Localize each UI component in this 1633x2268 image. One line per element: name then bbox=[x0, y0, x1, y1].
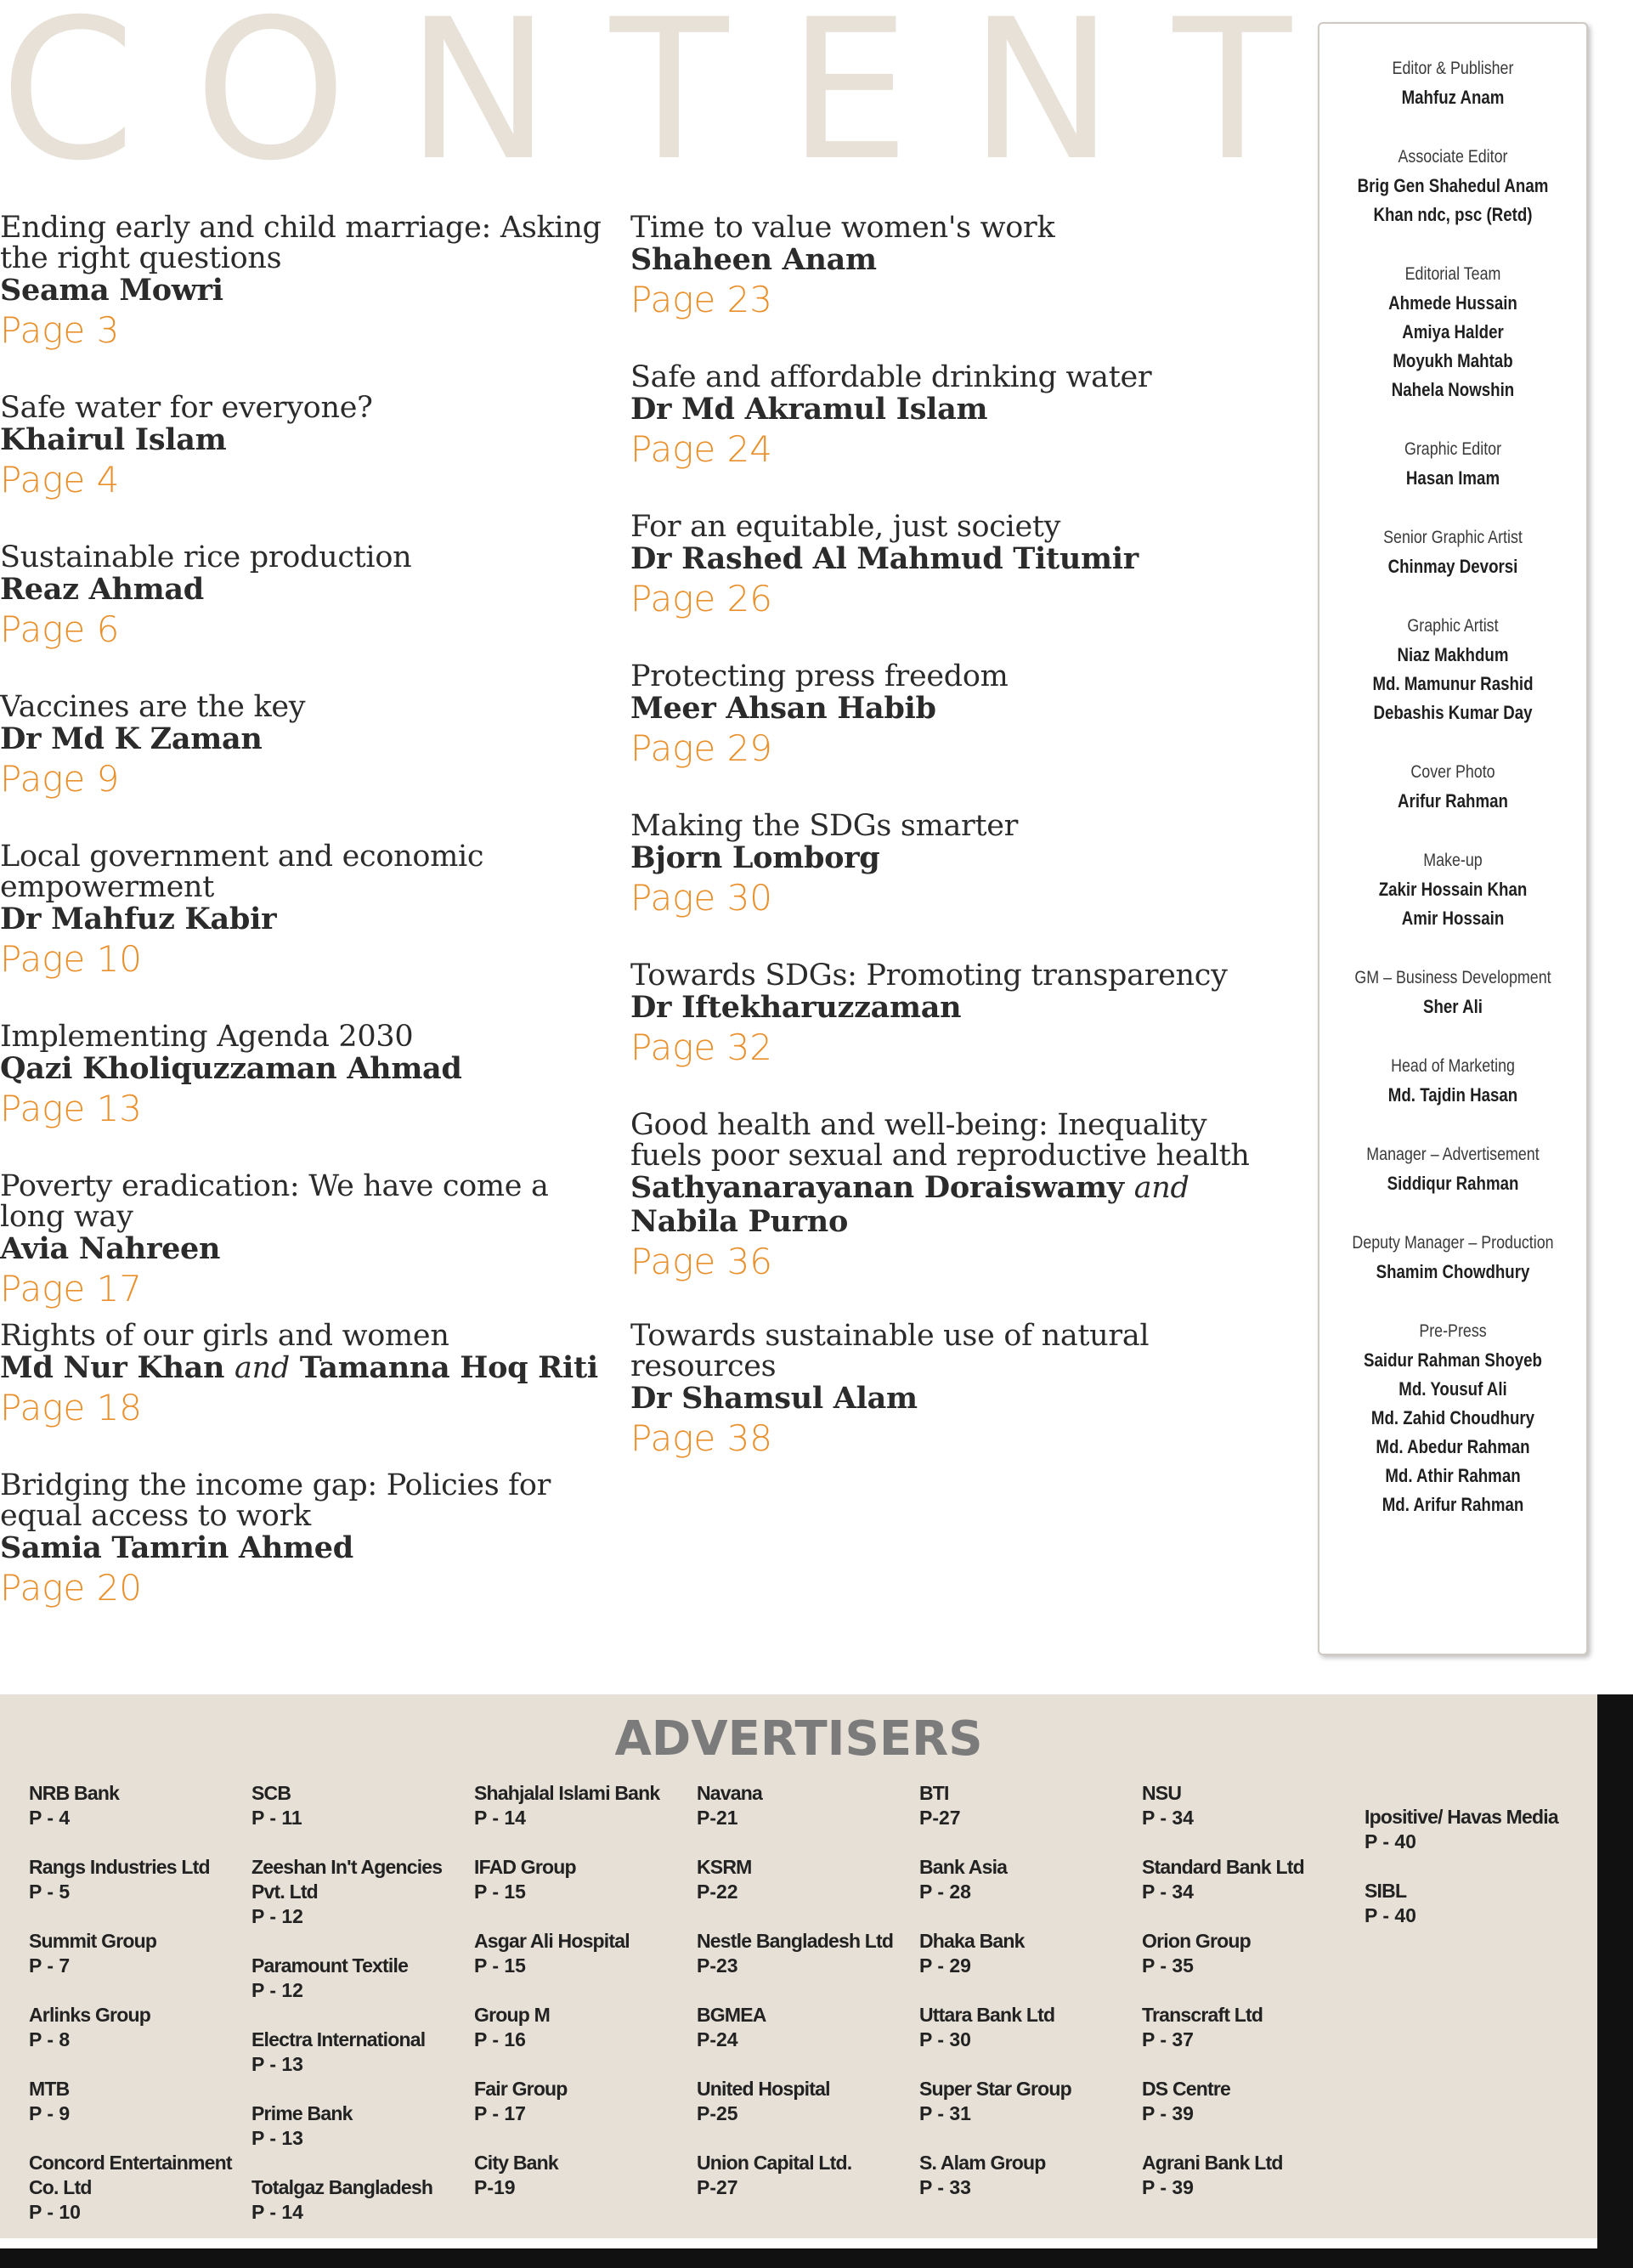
advertiser-name: Asgar Ali Hospital bbox=[474, 1930, 630, 1952]
advertiser-entry[interactable] bbox=[474, 2151, 697, 2200]
masthead-group bbox=[1319, 1317, 1586, 1519]
entry-title: Poverty eradication: We have come a long way bbox=[0, 1169, 549, 1234]
masthead-role: Graphic Editor bbox=[1404, 439, 1502, 459]
title-letter: T bbox=[610, 0, 729, 203]
advertisers-panel bbox=[0, 1694, 1597, 2238]
title-letter: C bbox=[0, 0, 136, 203]
advertiser-page: P - 14 bbox=[474, 1807, 526, 1829]
advertiser-name: KSRM bbox=[697, 1856, 752, 1878]
masthead-name: Chinmay Devorsi bbox=[1387, 556, 1518, 577]
advertiser-entry[interactable] bbox=[29, 2003, 251, 2052]
advertiser-name: Electra International bbox=[251, 2028, 426, 2050]
advertiser-name: Super Star Group bbox=[919, 2078, 1071, 2100]
entry-page-link[interactable]: Page 10 bbox=[0, 938, 143, 980]
masthead-name: Md. Tajdin Hasan bbox=[1387, 1084, 1518, 1106]
masthead-name: Ahmede Hussain bbox=[1388, 292, 1517, 314]
advertiser-entry[interactable] bbox=[251, 2101, 474, 2151]
advertisers-column bbox=[919, 1781, 1142, 2225]
entry-page-link[interactable]: Page 23 bbox=[630, 279, 773, 320]
contents-column-left bbox=[0, 212, 620, 1650]
masthead-name: Saidur Rahman Shoyeb bbox=[1364, 1349, 1542, 1371]
masthead-role: Manager – Advertisement bbox=[1366, 1145, 1540, 1164]
advertiser-name: Navana bbox=[697, 1782, 763, 1804]
masthead-name: Siddiqur Rahman bbox=[1387, 1173, 1519, 1194]
advertiser-name: NRB Bank bbox=[29, 1782, 120, 1804]
contents-entry[interactable] bbox=[0, 841, 620, 1021]
entry-author: Dr Rashed Al Mahmud Titumir bbox=[630, 541, 1139, 576]
advertiser-entry[interactable] bbox=[474, 2003, 697, 2052]
advertiser-name: MTB bbox=[29, 2078, 70, 2100]
advertiser-page: P-22 bbox=[697, 1881, 738, 1903]
advertiser-entry[interactable] bbox=[1142, 2077, 1365, 2126]
entry-author-conjunction: and bbox=[234, 1351, 290, 1385]
advertiser-page: P - 39 bbox=[1142, 2176, 1194, 2198]
advertiser-entry[interactable] bbox=[697, 2003, 919, 2052]
advertiser-entry[interactable] bbox=[919, 1781, 1142, 1830]
entry-title: Making the SDGs smarter bbox=[630, 809, 1019, 843]
entry-page-link[interactable]: Page 18 bbox=[0, 1387, 143, 1428]
advertiser-entry[interactable] bbox=[919, 2003, 1142, 2052]
entry-page-link[interactable]: Page 26 bbox=[630, 578, 773, 619]
advertiser-page: P - 11 bbox=[251, 1807, 302, 1829]
advertiser-name: IFAD Group bbox=[474, 1856, 576, 1878]
entry-author: Khairul Islam bbox=[0, 422, 227, 457]
advertiser-name: SCB bbox=[251, 1782, 291, 1804]
advertiser-page: P - 4 bbox=[29, 1807, 71, 1829]
masthead-role: Associate Editor bbox=[1398, 147, 1508, 167]
entry-page-link[interactable]: Page 17 bbox=[0, 1268, 143, 1309]
advertiser-entry[interactable] bbox=[474, 1781, 697, 1830]
entry-author: Avia Nahreen bbox=[0, 1231, 221, 1266]
advertiser-page: P - 15 bbox=[474, 1881, 526, 1903]
advertiser-page: P - 40 bbox=[1365, 1904, 1416, 1926]
advertiser-entry[interactable] bbox=[697, 1929, 919, 1978]
advertiser-entry[interactable] bbox=[919, 1855, 1142, 1904]
title-letter: O bbox=[194, 0, 348, 203]
advertiser-name: Concord Entertainment Co. Ltd bbox=[29, 2152, 232, 2198]
advertisers-column bbox=[1142, 1781, 1365, 2225]
advertiser-entry[interactable] bbox=[474, 1855, 697, 1904]
advertiser-entry[interactable] bbox=[29, 2077, 251, 2126]
entry-author-second: Nabila Purno bbox=[630, 1204, 848, 1239]
advertiser-name: Fair Group bbox=[474, 2078, 568, 2100]
contents-heading bbox=[0, 0, 1291, 203]
advertiser-page: P-27 bbox=[697, 2176, 738, 2198]
advertiser-page: P - 15 bbox=[474, 1954, 526, 1977]
entry-author-second: Tamanna Hoq Riti bbox=[299, 1350, 598, 1385]
contents-entry[interactable] bbox=[630, 661, 1276, 811]
advertiser-name: Shahjalal Islami Bank bbox=[474, 1782, 660, 1804]
contents-entry[interactable] bbox=[630, 512, 1276, 661]
advertiser-entry[interactable] bbox=[1142, 1781, 1365, 1830]
masthead-name: Debashis Kumar Day bbox=[1373, 702, 1533, 723]
masthead-name: Arifur Rahman bbox=[1398, 790, 1508, 812]
masthead-group bbox=[1319, 1229, 1586, 1287]
entry-title: Sustainable rice production bbox=[0, 540, 412, 574]
contents-entry[interactable] bbox=[630, 362, 1276, 512]
entry-author: Samia Tamrin Ahmed bbox=[0, 1530, 353, 1565]
entry-author: Dr Mahfuz Kabir bbox=[0, 902, 277, 936]
advertiser-page: P - 13 bbox=[251, 2127, 303, 2149]
masthead-group bbox=[1319, 523, 1586, 581]
advertiser-page: P - 9 bbox=[29, 2102, 71, 2124]
advertiser-name: Group M bbox=[474, 2004, 550, 2026]
entry-author-first: Sathyanarayanan Doraiswamy bbox=[630, 1170, 1124, 1205]
entry-author-conjunction: and bbox=[1133, 1171, 1189, 1205]
entry-title: Ending early and child marriage: Asking the right questions bbox=[0, 211, 602, 275]
advertiser-entry[interactable] bbox=[1142, 2003, 1365, 2052]
masthead-name: Hasan Imam bbox=[1405, 467, 1500, 489]
entry-page-link[interactable]: Page 4 bbox=[0, 459, 120, 501]
advertiser-page: P - 30 bbox=[919, 2028, 971, 2050]
masthead-role: Editorial Team bbox=[1404, 264, 1501, 284]
advertiser-name: SIBL bbox=[1365, 1880, 1407, 1902]
title-letter: T bbox=[1172, 0, 1291, 203]
entry-page-link[interactable]: Page 13 bbox=[0, 1088, 143, 1129]
entry-title: Safe water for everyone? bbox=[0, 391, 373, 425]
masthead-name: Md. Arifur Rahman bbox=[1382, 1494, 1524, 1515]
masthead-group bbox=[1319, 612, 1586, 727]
entry-author-first: Md Nur Khan bbox=[0, 1350, 225, 1385]
entry-page-link[interactable]: Page 30 bbox=[630, 877, 773, 919]
contents-entry[interactable] bbox=[0, 1470, 620, 1650]
advertiser-page: P - 12 bbox=[251, 1979, 303, 2001]
advertisers-column bbox=[29, 1781, 251, 2249]
contents-entry[interactable] bbox=[0, 1321, 620, 1470]
masthead-name: Md. Zahid Choudhury bbox=[1370, 1407, 1535, 1428]
masthead-name: Md. Yousuf Ali bbox=[1399, 1378, 1507, 1400]
advertiser-page: P - 13 bbox=[251, 2053, 303, 2075]
advertiser-name: DS Centre bbox=[1142, 2078, 1230, 2100]
entry-author: Seama Mowri bbox=[0, 273, 223, 308]
masthead-name: Zakir Hossain Khan bbox=[1378, 879, 1528, 900]
title-letter: N bbox=[969, 0, 1115, 203]
entry-author: Reaz Ahmad bbox=[0, 572, 204, 607]
advertiser-name: Nestle Bangladesh Ltd bbox=[697, 1930, 894, 1952]
advertiser-page: P - 17 bbox=[474, 2102, 526, 2124]
masthead-group bbox=[1319, 846, 1586, 933]
advertiser-page: P - 29 bbox=[919, 1954, 971, 1977]
advertiser-page: P - 34 bbox=[1142, 1881, 1194, 1903]
entry-author: Qazi Kholiquzzaman Ahmad bbox=[0, 1051, 462, 1086]
masthead-name: Moyukh Mahtab bbox=[1393, 350, 1513, 371]
masthead-name: Md. Athir Rahman bbox=[1385, 1465, 1521, 1486]
masthead-name: Niaz Makhdum bbox=[1397, 644, 1509, 665]
advertiser-entry[interactable] bbox=[919, 1929, 1142, 1978]
masthead-name: Mahfuz Anam bbox=[1401, 87, 1505, 108]
advertiser-page: P - 12 bbox=[251, 1905, 303, 1927]
advertiser-entry[interactable] bbox=[697, 1855, 919, 1904]
masthead-group bbox=[1319, 54, 1586, 112]
entry-author: Bjorn Lomborg bbox=[630, 840, 880, 875]
contents-entry[interactable] bbox=[0, 542, 620, 692]
advertiser-entry[interactable] bbox=[697, 1781, 919, 1830]
entry-page-link[interactable]: Page 20 bbox=[0, 1567, 143, 1609]
masthead-name: Md. Abedur Rahman bbox=[1376, 1436, 1530, 1457]
masthead-group bbox=[1319, 964, 1586, 1021]
advertiser-page: P - 28 bbox=[919, 1881, 971, 1903]
advertiser-name: Totalgaz Bangladesh bbox=[251, 2176, 433, 2198]
advertiser-name: Agrani Bank Ltd bbox=[1142, 2152, 1283, 2174]
advertiser-entry[interactable] bbox=[919, 2077, 1142, 2126]
advertiser-page: P-25 bbox=[697, 2102, 738, 2124]
advertiser-entry[interactable] bbox=[29, 1855, 251, 1904]
advertiser-name: Summit Group bbox=[29, 1930, 157, 1952]
contents-entry[interactable] bbox=[0, 212, 620, 393]
entry-author: Shaheen Anam bbox=[630, 242, 877, 277]
advertiser-name: Zeeshan In't Agencies Pvt. Ltd bbox=[251, 1856, 443, 1903]
masthead-group bbox=[1319, 758, 1586, 816]
advertiser-name: Prime Bank bbox=[251, 2102, 353, 2124]
advertiser-page: P - 37 bbox=[1142, 2028, 1194, 2050]
advertiser-page: P-27 bbox=[919, 1807, 961, 1829]
advertiser-entry[interactable] bbox=[29, 1929, 251, 1978]
entry-title: Protecting press freedom bbox=[630, 659, 1009, 693]
advertiser-name: S. Alam Group bbox=[919, 2152, 1046, 2174]
advertiser-page: P - 14 bbox=[251, 2201, 303, 2223]
advertiser-name: Standard Bank Ltd bbox=[1142, 1856, 1304, 1878]
entry-page-link[interactable]: Page 24 bbox=[630, 428, 773, 470]
advertiser-name: Paramount Textile bbox=[251, 1954, 409, 1977]
masthead-role: Cover Photo bbox=[1410, 762, 1495, 782]
advertiser-entry[interactable] bbox=[251, 1781, 474, 1830]
advertiser-name: Rangs Industries Ltd bbox=[29, 1856, 210, 1878]
advertiser-name: Union Capital Ltd. bbox=[697, 2152, 852, 2174]
advertiser-page: P-23 bbox=[697, 1954, 738, 1977]
advertiser-entry[interactable] bbox=[474, 1929, 697, 1978]
advertiser-entry[interactable] bbox=[1365, 1879, 1587, 1928]
entry-page-link[interactable]: Page 36 bbox=[630, 1241, 773, 1282]
advertiser-page: P - 34 bbox=[1142, 1807, 1194, 1829]
advertiser-name: City Bank bbox=[474, 2152, 558, 2174]
advertiser-page: P - 31 bbox=[919, 2102, 971, 2124]
advertiser-page: P - 5 bbox=[29, 1881, 71, 1903]
advertiser-entry[interactable] bbox=[697, 2151, 919, 2200]
contents-entry[interactable] bbox=[630, 1110, 1276, 1321]
entry-title: Safe and affordable drinking water bbox=[630, 360, 1152, 394]
advertiser-page: P - 35 bbox=[1142, 1954, 1194, 1977]
masthead-name: Brig Gen Shahedul Anam bbox=[1357, 175, 1549, 196]
advertisers-column bbox=[1365, 1805, 1587, 1953]
advertiser-page: P - 8 bbox=[29, 2028, 71, 2050]
advertiser-name: Ipositive/ Havas Media bbox=[1365, 1806, 1558, 1828]
advertiser-entry[interactable] bbox=[919, 2151, 1142, 2200]
masthead-name: Sher Ali bbox=[1423, 996, 1483, 1017]
contents-entry[interactable] bbox=[630, 1321, 1276, 1470]
entry-title: Bridging the income gap: Policies for equal access to work bbox=[0, 1468, 551, 1533]
advertisers-title: ADVERTISERS bbox=[614, 1711, 983, 1767]
masthead-group bbox=[1319, 1140, 1586, 1198]
advertiser-name: United Hospital bbox=[697, 2078, 830, 2100]
masthead-role: Graphic Artist bbox=[1407, 616, 1499, 636]
title-letter: N bbox=[405, 0, 551, 203]
masthead-group bbox=[1319, 260, 1586, 404]
masthead-role: Senior Graphic Artist bbox=[1383, 528, 1523, 547]
advertiser-entry[interactable] bbox=[29, 1781, 251, 1830]
entry-title: Implementing Agenda 2030 bbox=[0, 1020, 414, 1054]
advertiser-page: P - 7 bbox=[29, 1954, 71, 1977]
advertiser-entry[interactable] bbox=[1142, 1855, 1365, 1904]
advertiser-entry[interactable] bbox=[251, 2028, 474, 2077]
advertiser-name: Orion Group bbox=[1142, 1930, 1251, 1952]
advertiser-entry[interactable] bbox=[1142, 1929, 1365, 1978]
advertisers-column bbox=[474, 1781, 697, 2225]
entry-page-link[interactable]: Page 3 bbox=[0, 309, 120, 351]
entry-author bbox=[0, 1351, 620, 1385]
entry-title: Local government and economic empowerment bbox=[0, 840, 484, 904]
advertiser-name: Dhaka Bank bbox=[919, 1930, 1025, 1952]
masthead-group bbox=[1319, 435, 1586, 493]
advertiser-page: P-24 bbox=[697, 2028, 738, 2050]
masthead-name: Shamim Chowdhury bbox=[1376, 1261, 1530, 1282]
entry-author bbox=[630, 1171, 1276, 1239]
advertiser-page: P - 40 bbox=[1365, 1830, 1416, 1852]
masthead-group bbox=[1319, 143, 1586, 229]
contents-entry[interactable] bbox=[630, 811, 1276, 960]
title-letter: E bbox=[787, 0, 910, 203]
masthead-name: Amir Hossain bbox=[1401, 908, 1505, 929]
advertiser-page: P-21 bbox=[697, 1807, 738, 1829]
advertiser-name: Transcraft Ltd bbox=[1142, 2004, 1263, 2026]
advertiser-entry[interactable] bbox=[251, 2175, 474, 2225]
advertiser-entry[interactable] bbox=[474, 2077, 697, 2126]
advertiser-entry[interactable] bbox=[697, 2077, 919, 2126]
advertiser-entry[interactable] bbox=[1365, 1805, 1587, 1854]
contents-entry[interactable] bbox=[630, 960, 1276, 1110]
masthead-role: GM – Business Development bbox=[1354, 968, 1551, 987]
advertiser-page: P - 10 bbox=[29, 2201, 81, 2223]
entry-title: Towards SDGs: Promoting transparency bbox=[630, 959, 1228, 993]
entry-author: Dr Md K Zaman bbox=[0, 721, 263, 756]
entry-page-link[interactable]: Page 32 bbox=[630, 1027, 773, 1068]
contents-entry[interactable] bbox=[630, 212, 1276, 362]
advertiser-entry[interactable] bbox=[29, 2151, 251, 2225]
advertiser-page: P - 33 bbox=[919, 2176, 971, 2198]
entry-page-link[interactable]: Page 6 bbox=[0, 608, 120, 650]
masthead-name: Khan ndc, psc (Retd) bbox=[1373, 204, 1533, 225]
right-edge-bar bbox=[1597, 1694, 1633, 2248]
advertisers-column bbox=[697, 1781, 919, 2225]
entry-title: For an equitable, just society bbox=[630, 510, 1061, 544]
advertiser-name: Arlinks Group bbox=[29, 2004, 150, 2026]
advertiser-name: NSU bbox=[1142, 1782, 1182, 1804]
masthead-role: Head of Marketing bbox=[1391, 1056, 1515, 1076]
advertiser-name: BTI bbox=[919, 1782, 949, 1804]
contents-column-middle bbox=[630, 212, 1276, 1470]
contents-entry[interactable] bbox=[0, 393, 620, 542]
entry-author: Dr Md Akramul Islam bbox=[630, 392, 988, 427]
advertiser-page: P - 16 bbox=[474, 2028, 526, 2050]
advertiser-name: BGMEA bbox=[697, 2004, 766, 2026]
entry-author: Dr Shamsul Alam bbox=[630, 1381, 918, 1416]
entry-title: Vaccines are the key bbox=[0, 690, 306, 724]
masthead-role: Pre-Press bbox=[1419, 1321, 1487, 1341]
masthead-role: Deputy Manager – Production bbox=[1352, 1233, 1554, 1253]
entry-page-link[interactable]: Page 9 bbox=[0, 758, 120, 800]
advertisers-column bbox=[251, 1781, 474, 2249]
advertiser-page: P-19 bbox=[474, 2176, 516, 2198]
advertiser-entry[interactable] bbox=[251, 1855, 474, 1929]
bottom-edge-bar bbox=[0, 2248, 1633, 2268]
contents-entry[interactable] bbox=[0, 1021, 620, 1171]
entry-title: Rights of our girls and women bbox=[0, 1319, 449, 1353]
masthead-role: Editor & Publisher bbox=[1392, 59, 1514, 78]
masthead-box bbox=[1318, 22, 1588, 1655]
advertiser-entry[interactable] bbox=[1142, 2151, 1365, 2200]
entry-title: Good health and well-being: Inequality fuels poor sexual and reproductive health bbox=[630, 1108, 1250, 1173]
entry-author: Dr Iftekharuzzaman bbox=[630, 990, 962, 1025]
advertiser-name: Uttara Bank Ltd bbox=[919, 2004, 1055, 2026]
entry-title: Time to value women's work bbox=[630, 211, 1055, 245]
masthead-group bbox=[1319, 1052, 1586, 1110]
advertiser-page: P - 39 bbox=[1142, 2102, 1194, 2124]
entry-page-link[interactable]: Page 38 bbox=[630, 1417, 773, 1459]
masthead-name: Amiya Halder bbox=[1402, 321, 1504, 342]
entry-page-link[interactable]: Page 29 bbox=[630, 727, 773, 769]
advertiser-entry[interactable] bbox=[251, 1954, 474, 2003]
contents-entry[interactable] bbox=[0, 692, 620, 841]
entry-author: Meer Ahsan Habib bbox=[630, 691, 936, 726]
masthead-role: Make-up bbox=[1423, 851, 1483, 870]
contents-entry[interactable] bbox=[0, 1171, 620, 1321]
entry-title: Towards sustainable use of natural resources bbox=[630, 1319, 1150, 1383]
masthead-name: Md. Mamunur Rashid bbox=[1372, 673, 1534, 694]
masthead-name: Nahela Nowshin bbox=[1391, 379, 1515, 400]
advertiser-name: Bank Asia bbox=[919, 1856, 1008, 1878]
